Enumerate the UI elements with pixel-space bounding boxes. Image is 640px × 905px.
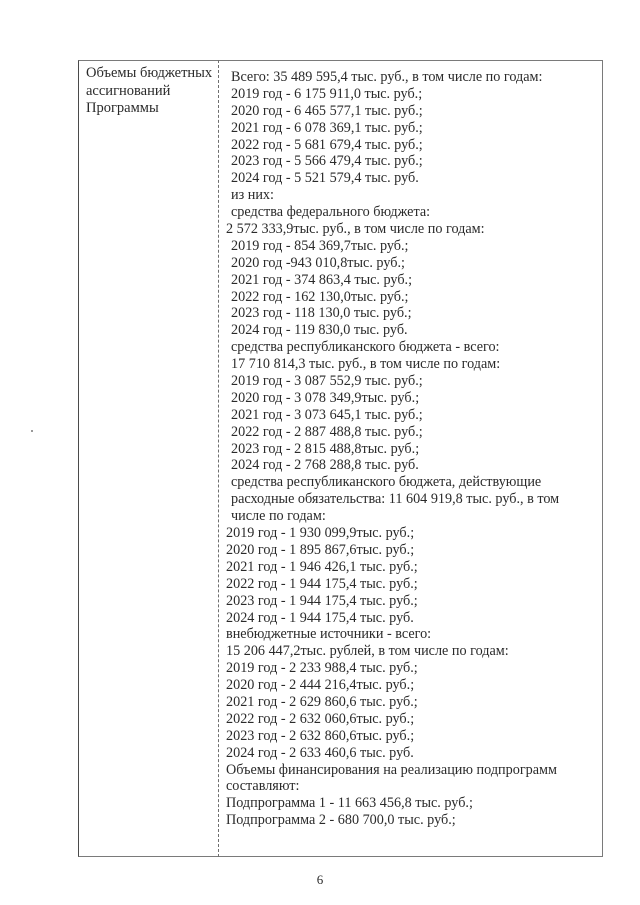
scan-speck: [31, 430, 33, 432]
republican-year-line: 2020 год - 3 078 349,9тыс. руб.;: [231, 389, 420, 406]
offbudget-year-line: 2022 год - 2 632 060,6тыс. руб.;: [226, 710, 415, 727]
subprogram-line: Подпрограмма 2 - 680 700,0 тыс. руб.;: [226, 812, 456, 829]
row-label-line: Объемы бюджетных: [86, 65, 213, 81]
subprograms-heading-line: Объемы финансирования на реализацию подпрограмм: [226, 761, 557, 778]
offbudget-year-line: 2021 год - 2 629 860,6 тыс. руб.;: [226, 693, 418, 710]
republican-year-line: 2022 год - 2 887 488,8 тыс. руб.;: [231, 423, 423, 440]
republican-year-line: 2024 год - 2 768 288,8 тыс. руб.: [231, 457, 419, 474]
obligations-heading-line: числе по годам:: [231, 508, 326, 525]
federal-heading-line: средства федерального бюджета:: [231, 204, 431, 221]
total-year-line: 2022 год - 5 681 679,4 тыс. руб.;: [231, 136, 423, 153]
obligations-year-line: 2019 год - 1 930 099,9тыс. руб.;: [226, 525, 415, 542]
column-divider: [218, 60, 219, 857]
row-label-line: Программы: [86, 100, 159, 116]
federal-total-line: 2 572 333,9тыс. руб., в том числе по годам:: [226, 221, 485, 238]
obligations-year-line: 2020 год - 1 895 867,6тыс. руб.;: [226, 541, 415, 558]
subheading-line: из них:: [231, 187, 274, 204]
obligations-heading-line: средства республиканского бюджета, действующие: [231, 474, 542, 491]
total-year-line: 2021 год - 6 078 369,1 тыс. руб.;: [231, 119, 423, 136]
offbudget-year-line: 2024 год - 2 633 460,6 тыс. руб.: [226, 744, 414, 761]
federal-year-line: 2023 год - 118 130,0 тыс. руб.;: [231, 305, 412, 322]
federal-year-line: 2024 год - 119 830,0 тыс. руб.: [231, 322, 408, 339]
offbudget-year-line: 2019 год - 2 233 988,4 тыс. руб.;: [226, 660, 418, 677]
row-value-cell: [226, 69, 598, 829]
subprograms-heading-line: составляют:: [226, 778, 300, 795]
federal-year-line: 2020 год -943 010,8тыс. руб.;: [231, 254, 405, 271]
republican-year-line: 2019 год - 3 087 552,9 тыс. руб.;: [231, 373, 423, 390]
obligations-year-line: 2023 год - 1 944 175,4 тыс. руб.;: [226, 592, 418, 609]
offbudget-heading-line: внебюджетные источники - всего:: [226, 626, 432, 643]
obligations-year-line: 2024 год - 1 944 175,4 тыс. руб.: [226, 609, 414, 626]
offbudget-year-line: 2020 год - 2 444 216,4тыс. руб.;: [226, 677, 415, 694]
total-year-line: 2024 год - 5 521 579,4 тыс. руб.: [231, 170, 419, 187]
federal-year-line: 2022 год - 162 130,0тыс. руб.;: [231, 288, 409, 305]
row-label-cell: [86, 65, 216, 118]
republican-heading-line: средства республиканского бюджета - всего:: [231, 339, 500, 356]
total-year-line: 2019 год - 6 175 911,0 тыс. руб.;: [231, 85, 423, 102]
offbudget-year-line: 2023 год - 2 632 860,6тыс. руб.;: [226, 727, 415, 744]
obligations-year-line: 2022 год - 1 944 175,4 тыс. руб.;: [226, 575, 418, 592]
offbudget-total-line: 15 206 447,2тыс. рублей, в том числе по годам:: [226, 643, 509, 660]
federal-year-line: 2021 год - 374 863,4 тыс. руб.;: [231, 271, 413, 288]
republican-year-line: 2021 год - 3 073 645,1 тыс. руб.;: [231, 406, 423, 423]
republican-total-line: 17 710 814,3 тыс. руб., в том числе по годам:: [231, 356, 501, 373]
row-label-line: ассигнований: [86, 82, 171, 99]
obligations-heading-line: расходные обязательства: 11 604 919,8 тыс. руб., в том: [231, 491, 560, 508]
total-year-line: 2023 год - 5 566 479,4 тыс. руб.;: [231, 153, 423, 170]
subprogram-line: Подпрограмма 1 - 11 663 456,8 тыс. руб.;: [226, 795, 473, 812]
obligations-year-line: 2021 год - 1 946 426,1 тыс. руб.;: [226, 558, 418, 575]
total-year-line: 2020 год - 6 465 577,1 тыс. руб.;: [231, 102, 423, 119]
page-number: 6: [316, 872, 324, 887]
republican-year-line: 2023 год - 2 815 488,8тыс. руб.;: [231, 440, 420, 457]
total-line: Всего: 35 489 595,4 тыс. руб., в том числе по годам:: [231, 69, 543, 85]
federal-year-line: 2019 год - 854 369,7тыс. руб.;: [231, 237, 409, 254]
